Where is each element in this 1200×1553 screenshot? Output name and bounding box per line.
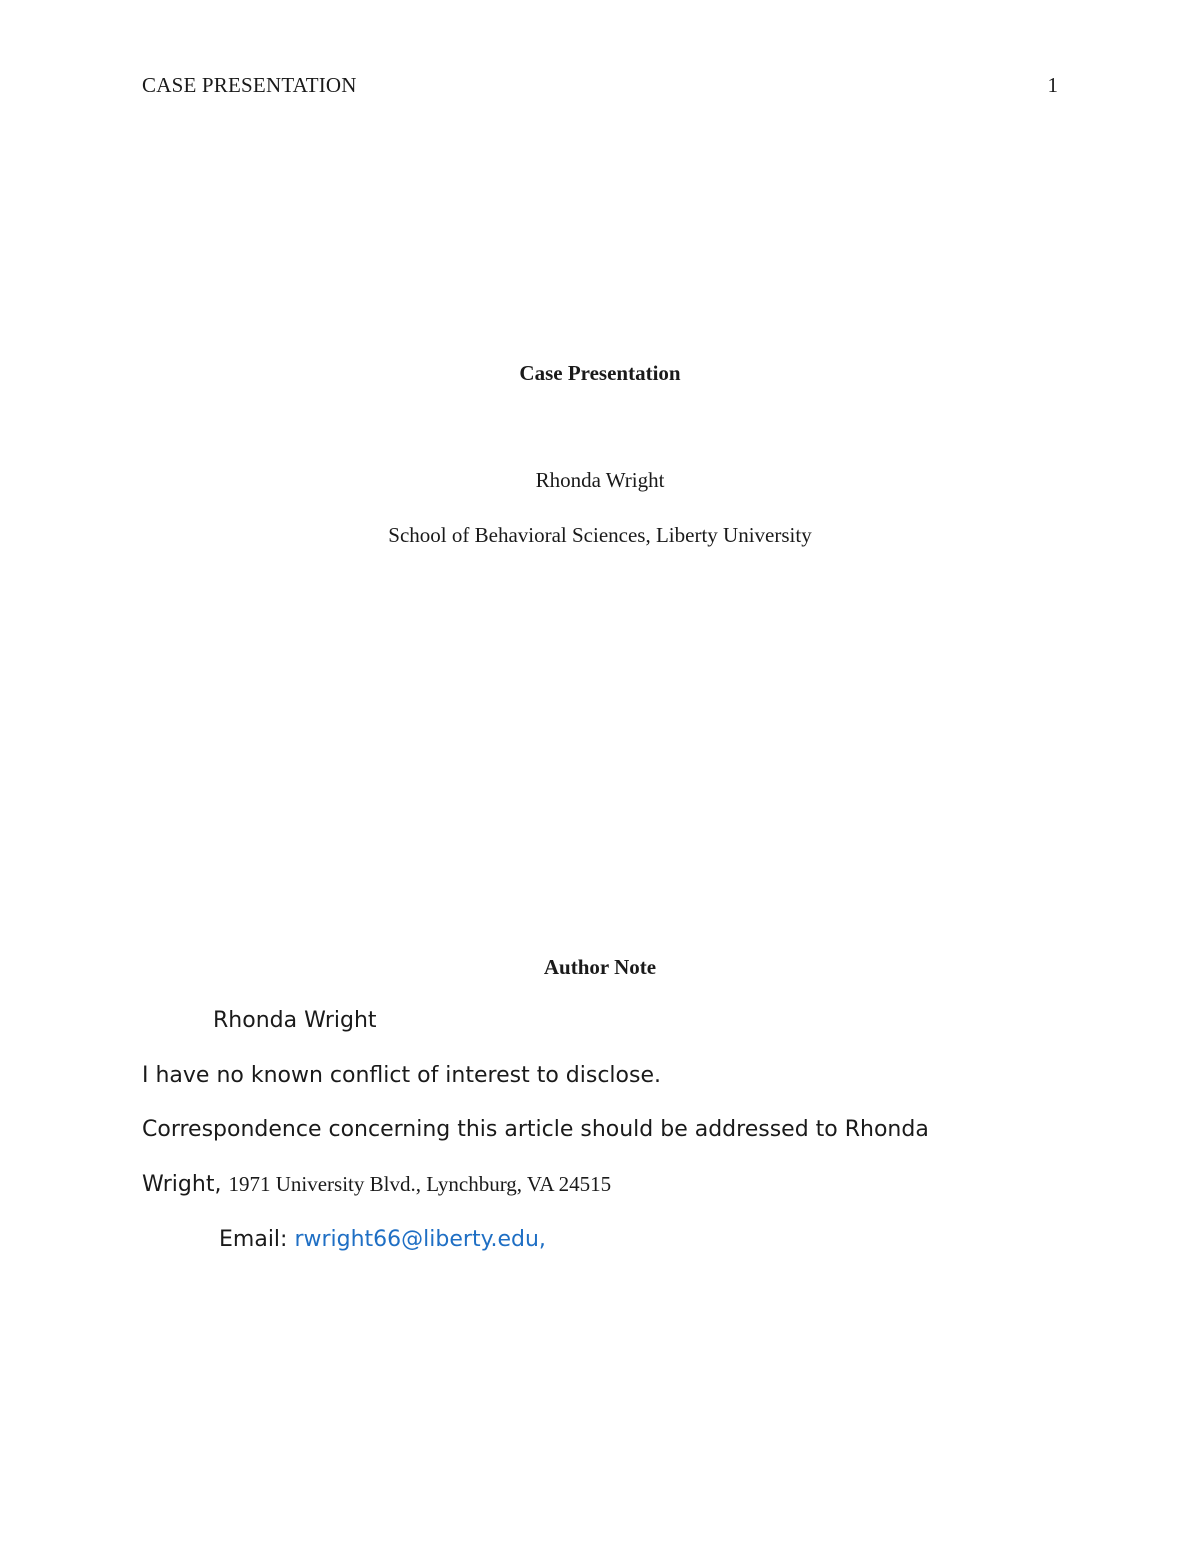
correspondence-name-end: Wright, <box>142 1172 222 1197</box>
page-number: 1 <box>1047 73 1058 97</box>
author-note-heading: Author Note <box>543 955 657 979</box>
correspondence-line: Correspondence concerning this article should be addressed to Rhonda <box>142 1117 929 1142</box>
author-name: Rhonda Wright <box>535 468 665 492</box>
author-note-name: Rhonda Wright <box>213 1008 377 1033</box>
paper-title: Case Presentation <box>519 361 681 385</box>
mailing-address: 1971 University Blvd., Lynchburg, VA 24515 <box>228 1172 612 1196</box>
email-line <box>219 1227 546 1252</box>
conflict-statement: I have no known conflict of interest to disclose. <box>142 1063 661 1088</box>
email-link[interactable]: rwright66@liberty.edu, <box>294 1227 546 1252</box>
correspondence-address-line <box>142 1172 611 1197</box>
running-head: CASE PRESENTATION <box>142 73 357 97</box>
email-label: Email: <box>219 1227 288 1252</box>
author-affiliation: School of Behavioral Sciences, Liberty University <box>388 523 812 547</box>
